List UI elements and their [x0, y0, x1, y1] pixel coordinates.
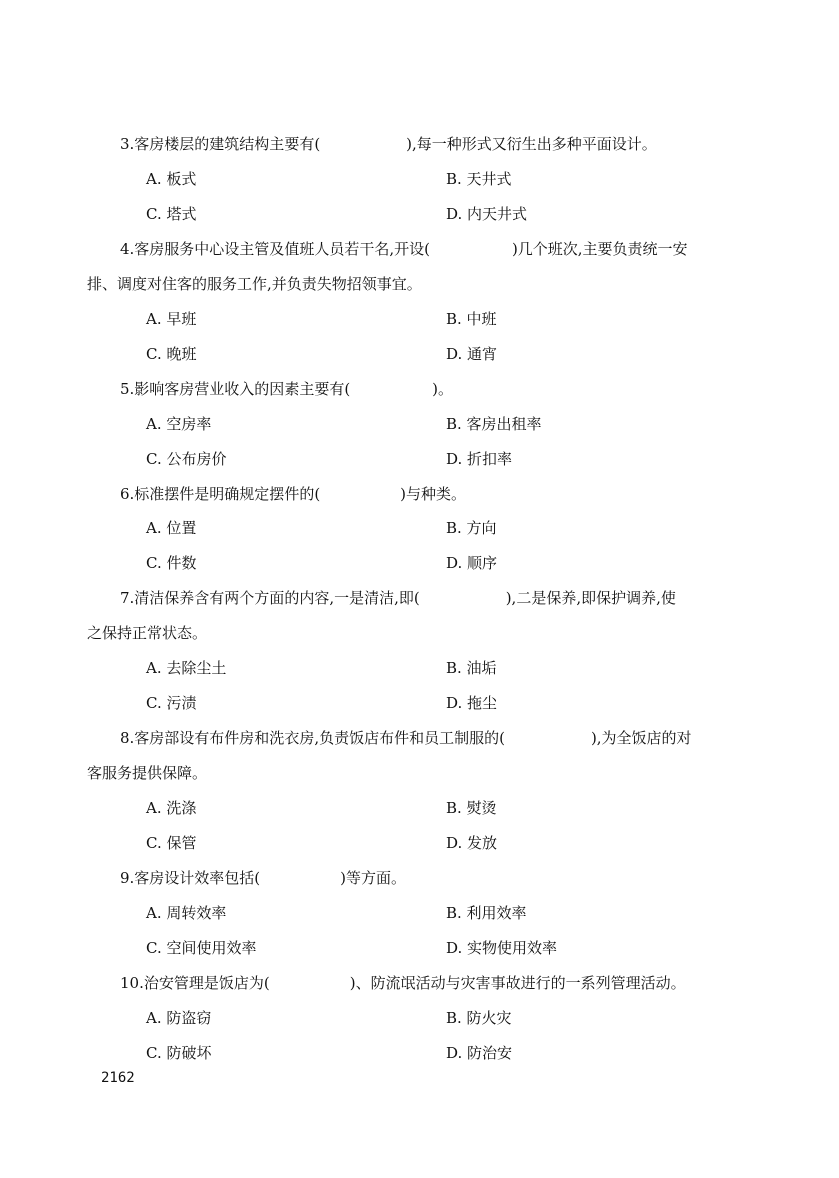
question-9-option-b: B. 利用效率	[446, 904, 527, 922]
question-4-option-a: A. 早班	[146, 310, 197, 328]
question-7-option-d: D. 拖尘	[446, 694, 498, 712]
question-8-text-after: ),为全饭店的对	[590, 729, 692, 747]
question-6-text-before: 6.标准摆件是明确规定摆件的(	[120, 485, 321, 503]
page-code: 2162	[101, 1070, 135, 1086]
question-3-option-a: A. 板式	[146, 170, 197, 188]
question-8-text-before: 8.客房部设有布件房和洗衣房,负责饭店布件和员工制服的(	[120, 729, 505, 747]
question-8-option-c: C. 保管	[146, 834, 197, 852]
question-10-text-before: 10.治安管理是饭店为(	[120, 974, 270, 992]
question-5-option-c: C. 公布房价	[146, 450, 227, 468]
question-5-text-before: 5.影响客房营业收入的因素主要有(	[120, 380, 351, 398]
question-9-text-after: )等方面。	[340, 869, 407, 887]
question-9-stem	[120, 868, 406, 888]
question-3-option-c: C. 塔式	[146, 205, 197, 223]
question-4-stem	[120, 239, 688, 259]
question-7-text-before: 7.清洁保养含有两个方面的内容,一是清洁,即(	[120, 589, 420, 607]
question-9-option-d: D. 实物使用效率	[446, 939, 558, 957]
question-4-text-before: 4.客房服务中心设主管及值班人员若干名,开设(	[120, 240, 430, 258]
question-7-stem-continued: 之保持正常状态。	[87, 624, 208, 642]
question-3-stem	[120, 134, 657, 154]
question-3-option-d: D. 内天井式	[446, 205, 528, 223]
question-10-option-c: C. 防破坏	[146, 1044, 212, 1062]
question-4-option-d: D. 通宵	[446, 345, 498, 363]
question-9-option-c: C. 空间使用效率	[146, 939, 257, 957]
question-5-text-after: )。	[432, 380, 454, 398]
question-7-stem	[120, 588, 676, 608]
question-10-text-after: )、防流氓活动与灾害事故进行的一系列管理活动。	[349, 974, 686, 992]
question-6-stem	[120, 484, 466, 504]
question-7-option-c: C. 污渍	[146, 694, 197, 712]
question-8-option-a: A. 洗涤	[146, 799, 197, 817]
question-5-stem	[120, 379, 453, 399]
question-6-option-a: A. 位置	[146, 519, 197, 537]
question-4-option-c: C. 晚班	[146, 345, 197, 363]
question-5-option-a: A. 空房率	[146, 415, 212, 433]
question-7-option-a: A. 去除尘土	[146, 659, 227, 677]
question-4-stem-continued: 排、调度对住客的服务工作,并负责失物招领事宜。	[87, 275, 422, 293]
question-3-text-after: ),每一种形式又衍生出多种平面设计。	[406, 135, 657, 153]
question-7-option-b: B. 油垢	[446, 659, 497, 677]
question-3-option-b: B. 天井式	[446, 170, 512, 188]
question-4-text-after: )几个班次,主要负责统一安	[511, 240, 688, 258]
question-9-option-a: A. 周转效率	[146, 904, 227, 922]
question-6-option-b: B. 方向	[446, 519, 497, 537]
question-10-option-a: A. 防盗窃	[146, 1009, 212, 1027]
question-4-option-b: B. 中班	[446, 310, 497, 328]
question-10-stem	[120, 973, 686, 993]
question-6-option-c: C. 件数	[146, 554, 197, 572]
question-8-stem	[120, 728, 692, 748]
question-5-option-d: D. 折扣率	[446, 450, 513, 468]
question-6-option-d: D. 顺序	[446, 554, 498, 572]
question-10-option-b: B. 防火灾	[446, 1009, 512, 1027]
question-10-option-d: D. 防治安	[446, 1044, 513, 1062]
question-9-text-before: 9.客房设计效率包括(	[120, 869, 261, 887]
question-8-option-b: B. 熨烫	[446, 799, 497, 817]
question-7-text-after: ),二是保养,即保护调养,使	[505, 589, 676, 607]
question-5-option-b: B. 客房出租率	[446, 415, 542, 433]
question-8-stem-continued: 客服务提供保障。	[87, 764, 208, 782]
question-6-text-after: )与种类。	[400, 485, 467, 503]
question-3-text-before: 3.客房楼层的建筑结构主要有(	[120, 135, 321, 153]
question-8-option-d: D. 发放	[446, 834, 498, 852]
